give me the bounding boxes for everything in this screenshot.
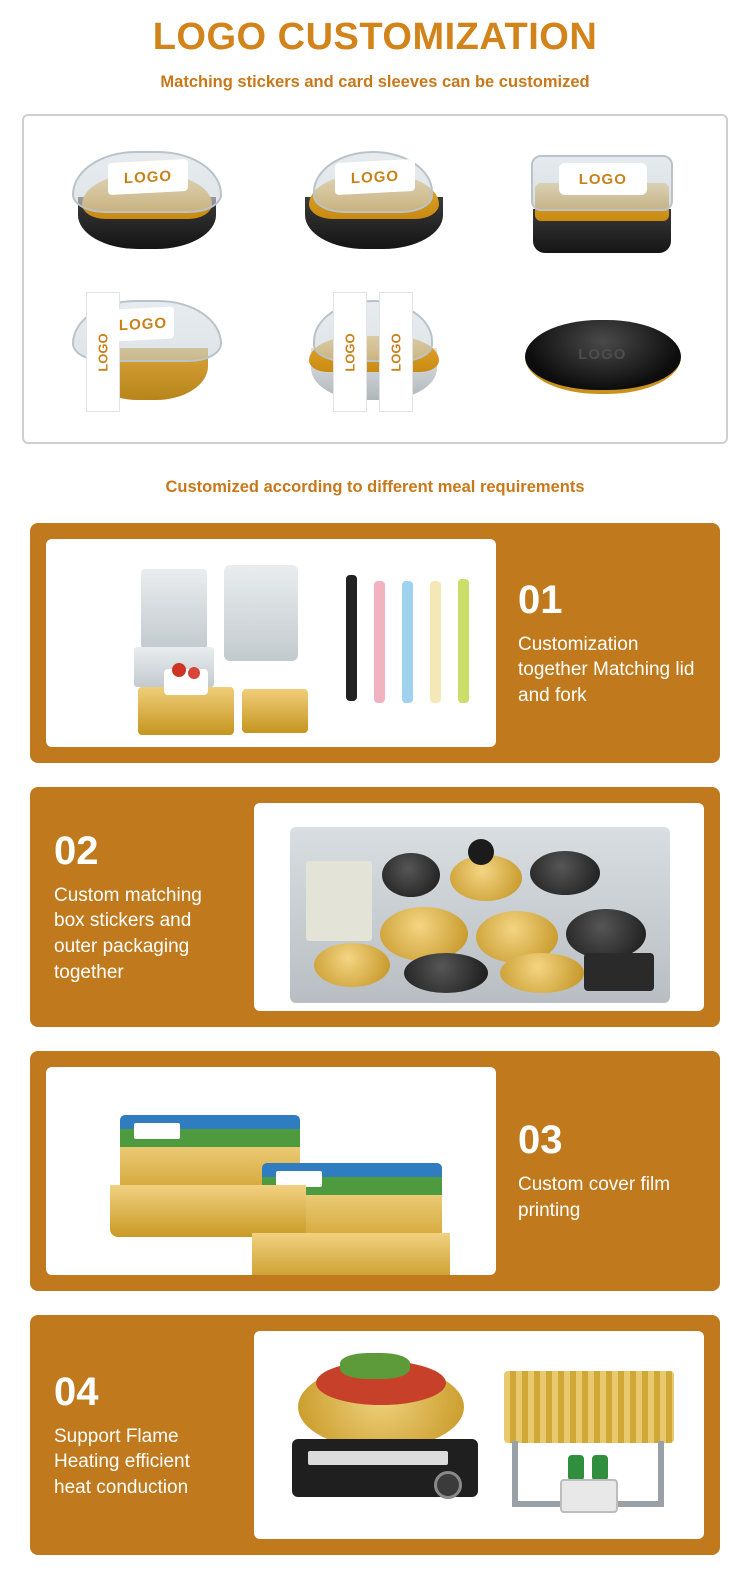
feature-number: 04 xyxy=(54,1369,99,1414)
feature-description: Support Flame Heating efficient heat conduction xyxy=(54,1425,190,1498)
feature-image-sealed-foil-meal-boxes-printed-film xyxy=(46,1067,496,1275)
feature-image-packed-containers-in-plastic-bags xyxy=(254,803,704,1011)
sleeve-logo-text: LOGO xyxy=(95,332,111,372)
feature-description: Custom matching box stickers and outer packaging together xyxy=(54,884,202,983)
logo-embossed-text: LOGO xyxy=(578,346,627,363)
logo-sticker: LOGO xyxy=(112,306,174,341)
feature-text-02 xyxy=(46,829,240,986)
feature-text-04 xyxy=(46,1370,240,1501)
page-subtitle: Matching stickers and card sleeves can be customized xyxy=(160,73,590,91)
gallery-item-black-round-lid-top-view xyxy=(490,296,715,411)
feature-text-03 xyxy=(510,1118,704,1223)
sleeve-logo-text: LOGO xyxy=(342,332,358,372)
gallery-item-round-silver-gold-cup-with-sleeve xyxy=(262,296,487,411)
gallery-item-rectangular-black-gold-container xyxy=(490,147,715,262)
dome-lid xyxy=(313,300,433,362)
feature-text-01 xyxy=(510,578,704,709)
sleeve-logo-text: LOGO xyxy=(388,332,404,372)
gallery-item-round-black-gold-bowl-dome-lid xyxy=(35,147,260,262)
logo-sticker: LOGO xyxy=(108,159,188,195)
logo-sticker: LOGO xyxy=(335,159,415,195)
card-sleeve-left xyxy=(333,292,367,412)
feature-card-04 xyxy=(30,1315,720,1555)
feature-number: 03 xyxy=(518,1118,563,1163)
feature-image-foil-pan-on-portable-stove-and-chafing-tray xyxy=(254,1331,704,1539)
mid-caption: Customized according to different meal requirements xyxy=(165,478,585,496)
feature-number: 02 xyxy=(54,828,99,873)
gallery-row-bottom xyxy=(34,279,716,428)
feature-card-02 xyxy=(30,787,720,1027)
gallery-item-round-black-gold-bowl-flat-lid xyxy=(262,147,487,262)
feature-description: Custom cover film printing xyxy=(518,1174,671,1221)
gallery-row-top xyxy=(34,130,716,279)
card-sleeve-right xyxy=(379,292,413,412)
feature-image-foil-trays-lids-and-colored-forks xyxy=(46,539,496,747)
gallery-item-square-gold-foil-cup-with-sleeve xyxy=(35,296,260,411)
feature-card-list xyxy=(0,523,750,1555)
feature-card-01 xyxy=(30,523,720,763)
logo-gallery xyxy=(22,114,728,444)
logo-sticker: LOGO xyxy=(559,163,647,195)
page-title: LOGO CUSTOMIZATION xyxy=(152,16,598,58)
feature-card-03 xyxy=(30,1051,720,1291)
feature-description: Customization together Matching lid and fork xyxy=(518,633,695,706)
feature-number: 01 xyxy=(518,577,563,622)
